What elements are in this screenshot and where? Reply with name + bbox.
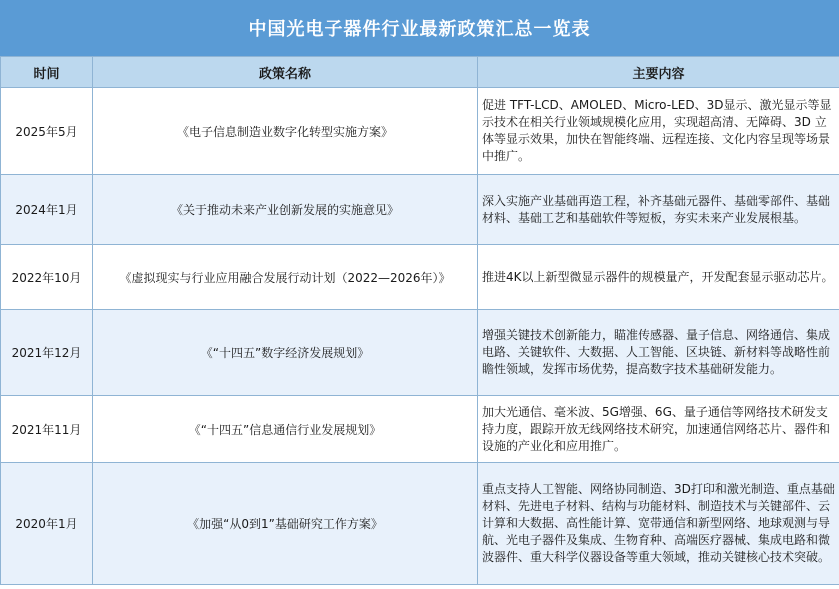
cell-time: 2022年10月 bbox=[1, 245, 93, 310]
cell-time: 2020年1月 bbox=[1, 463, 93, 585]
table-row bbox=[1, 396, 839, 463]
table-row bbox=[1, 463, 839, 585]
cell-time: 2024年1月 bbox=[1, 175, 93, 245]
cell-time: 2025年5月 bbox=[1, 88, 93, 175]
header-time: 时间 bbox=[1, 57, 93, 88]
table-row bbox=[1, 88, 839, 175]
cell-policy-name: 《电子信息制造业数字化转型实施方案》 bbox=[93, 88, 478, 175]
cell-main-content: 推进4K以上新型微显示器件的规模量产，开发配套显示驱动芯片。 bbox=[478, 245, 839, 310]
cell-policy-name: 《虚拟现实与行业应用融合发展行动计划（2022—2026年）》 bbox=[93, 245, 478, 310]
page-title: 中国光电子器件行业最新政策汇总一览表 bbox=[0, 0, 839, 56]
cell-policy-name: 《“十四五”信息通信行业发展规划》 bbox=[93, 396, 478, 463]
header-policy-name: 政策名称 bbox=[93, 57, 478, 88]
table-row bbox=[1, 175, 839, 245]
cell-main-content: 加大光通信、毫米波、5G增强、6G、量子通信等网络技术研发支持力度，跟踪开放无线网络技术研究，加速通信网络芯片、器件和设施的产业化和应用推广。 bbox=[478, 396, 839, 463]
table-row bbox=[1, 310, 839, 396]
cell-time: 2021年11月 bbox=[1, 396, 93, 463]
header-main-content: 主要内容 bbox=[478, 57, 839, 88]
cell-main-content: 深入实施产业基础再造工程，补齐基础元器件、基础零部件、基础材料、基础工艺和基础软件等短板，夯实未来产业发展根基。 bbox=[478, 175, 839, 245]
cell-time: 2021年12月 bbox=[1, 310, 93, 396]
cell-main-content: 促进 TFT-LCD、AMOLED、Micro-LED、3D显示、激光显示等显示技术在相关行业领域规模化应用，实现超高清、无障碍、3D 立体等显示效果，加快在智能终端、远程连接、文化内容呈现等场景中推广。 bbox=[478, 88, 839, 175]
cell-policy-name: 《“十四五”数字经济发展规划》 bbox=[93, 310, 478, 396]
table-row bbox=[1, 245, 839, 310]
cell-main-content: 增强关键技术创新能力，瞄准传感器、量子信息、网络通信、集成电路、关键软件、大数据、人工智能、区块链、新材料等战略性前瞻性领域，发挥市场优势，提高数字技术基础研发能力。 bbox=[478, 310, 839, 396]
table-header-row bbox=[1, 57, 839, 88]
policy-table bbox=[0, 56, 839, 585]
cell-policy-name: 《关于推动未来产业创新发展的实施意见》 bbox=[93, 175, 478, 245]
cell-policy-name: 《加强“从0到1”基础研究工作方案》 bbox=[93, 463, 478, 585]
cell-main-content: 重点支持人工智能、网络协同制造、3D打印和激光制造、重点基础材料、先进电子材料、结构与功能材料、制造技术与关键部件、云计算和大数据、高性能计算、宽带通信和新型网络、地球观测与导航、光电子器件及集成、生物育种、高端医疗器械、集成电路和微波器件、重大科学仪器设备等重大领域，推动关键核心技术突破。 bbox=[478, 463, 839, 585]
